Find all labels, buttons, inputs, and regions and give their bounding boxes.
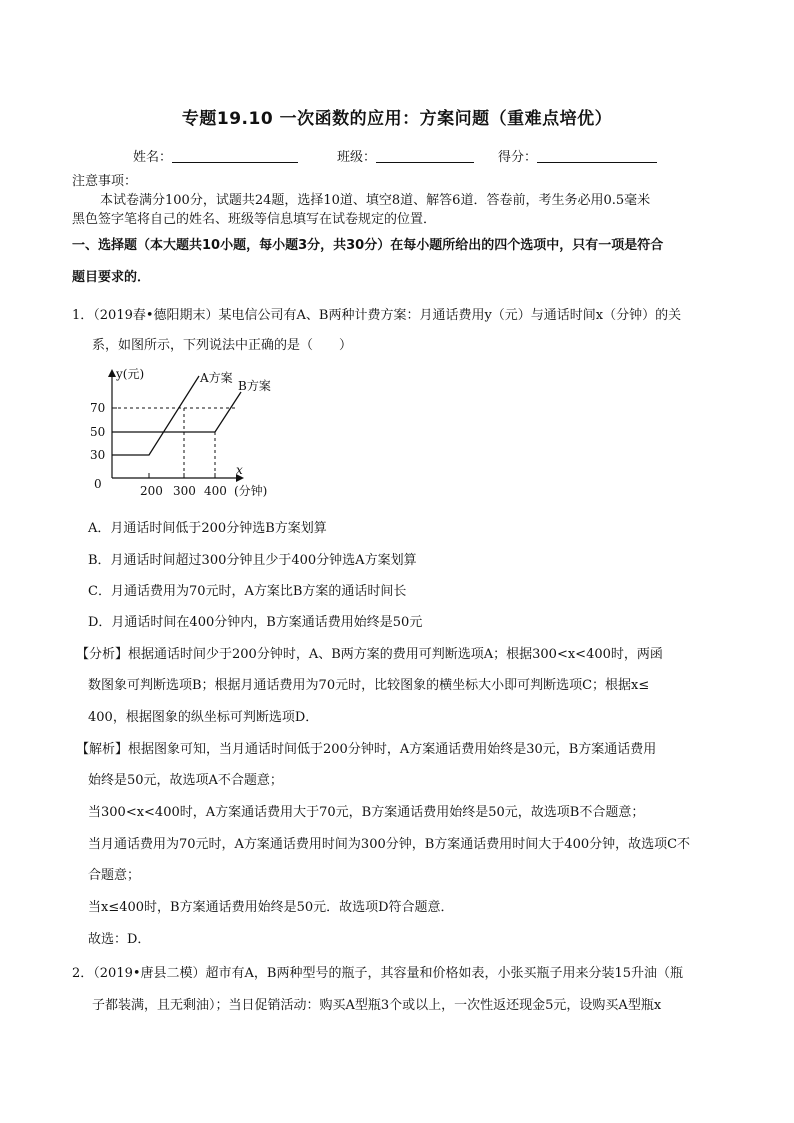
section-heading: 题目要求的． [72,270,151,285]
y-tick-label: 70 [90,401,106,415]
analysis-line: 400，根据图象的纵坐标可判断选项D． [88,710,319,725]
class-label: 班级： [337,150,377,165]
solution-line: 当300<x<400时，A方案通话费用大于70元，B方案通话费用始终是50元，故选项B不合题意； [88,805,645,820]
question-2-stem: 子都装满，且无剩油）；当日促销活动：购买A型瓶3个或以上，一次性返还现金5元，设购买A型瓶x [92,998,662,1013]
plan-b-label: B方案 [238,379,271,393]
y-axis-arrow [108,369,116,377]
question-1-stem: 系，如图所示，下列说法中正确的是（ ） [92,338,353,353]
score-field [498,146,657,165]
x-tick-label: 400 [204,484,227,498]
class-blank [376,149,474,163]
notice-line: 本试卷满分100分，试题共24题，选择10道、填空8道、解答6道．答卷前，考生务必用0.5毫米 [100,193,651,208]
notice-line: 黑色签字笔将自己的姓名、班级等信息填写在试卷规定的位置． [72,212,437,227]
analysis-line: 【分析】根据通话时间少于200分钟时，A、B两方案的费用可判断选项A；根据300<x<400时，两函 [76,647,663,662]
y-axis-label: y(元) [116,367,145,381]
question-2-stem: 2．（2019•唐县二模）超市有A，B两种型号的瓶子，其容量和价格如表，小张买瓶子用来分装15升油（瓶 [72,966,684,981]
solution-line: 当x≤400时，B方案通话费用始终是50元．故选项D符合题意． [88,900,454,915]
solution-line: 当月通话费用为70元时，A方案通话费用时间为300分钟，B方案通话费用时间大于400分钟，故选项C不 [88,837,691,852]
option-b: B．月通话时间超过300分钟且少于400分钟选A方案划算 [88,553,417,568]
solution-line: 【解析】根据图象可知，当月通话时间低于200分钟时，A方案通话费用始终是30元，B方案通话费用 [76,742,657,757]
x-tick-label: 200 [140,484,163,498]
cost-graph [88,364,288,504]
score-blank [537,149,657,163]
section-heading: 一、选择题（本大题共10小题，每小题3分，共30分）在每小题所给出的四个选项中，只有一项是符合 [72,238,664,253]
notice-heading: 注意事项： [72,174,138,189]
class-field [337,146,474,165]
x-tick-label: 300 [173,484,196,498]
name-label: 姓名： [133,150,173,165]
name-blank [172,149,298,163]
plan-a-line [112,376,199,455]
x-axis-label: x [236,463,243,477]
origin-label: 0 [94,477,102,491]
analysis-line: 数图象可判断选项B；根据月通话费用为70元时，比较图象的横坐标大小即可判断选项C；根据x≤ [88,678,650,693]
solution-line: 始终是50元，故选项A不合题意； [88,773,283,788]
y-tick-label: 30 [90,448,106,462]
question-1-stem: 1．（2019春•德阳期末）某电信公司有A、B两种计费方案：月通话费用y（元）与通话时间x（分钟）的关 [72,308,682,323]
solution-line: 故选：D． [88,932,151,947]
option-d: D．月通话时间在400分钟内，B方案通话费用始终是50元 [88,615,423,630]
x-axis-unit: (分钟) [234,484,268,498]
plan-a-label: A方案 [200,371,233,385]
y-tick-label: 50 [90,425,106,439]
page-title: 专题19.10 一次函数的应用：方案问题（重难点培优） [181,109,613,129]
solution-line: 合题意； [88,868,141,883]
name-field [133,146,298,165]
score-label: 得分： [498,150,538,165]
option-c: C．月通话费用为70元时，A方案比B方案的通话时间长 [88,584,407,599]
option-a: A．月通话时间低于200分钟选B方案划算 [88,521,327,536]
